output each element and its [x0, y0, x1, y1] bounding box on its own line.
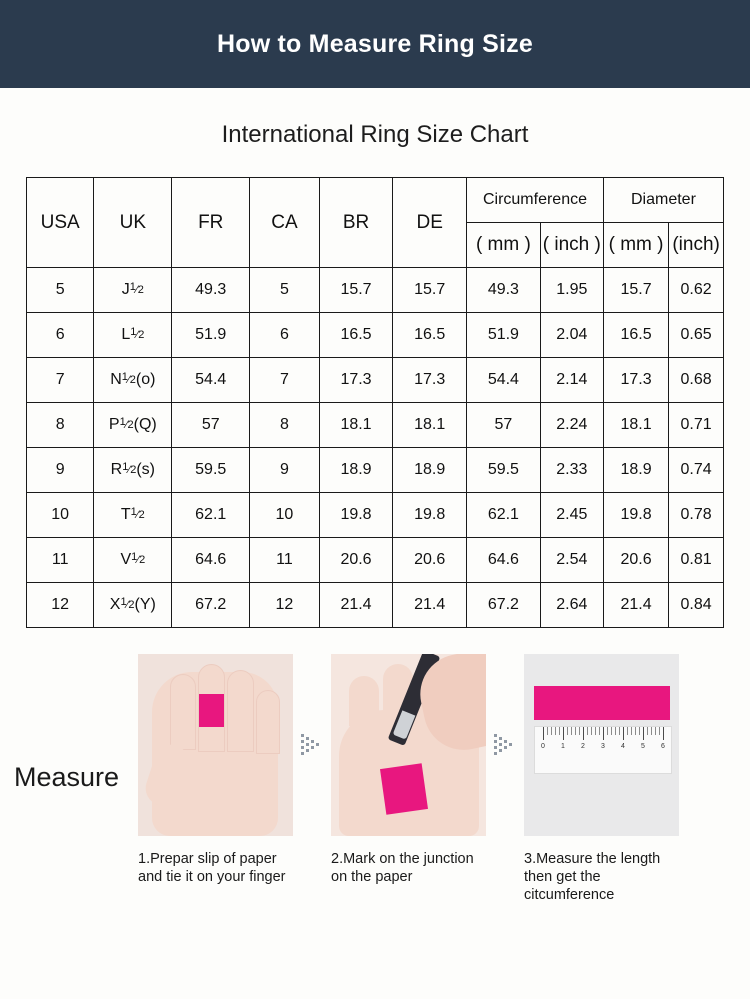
measure-steps: [138, 654, 679, 904]
measure-step-3-caption: 3.Measure the length then get the citcumference: [524, 851, 661, 904]
cell-br: 17.3: [319, 358, 393, 403]
cell-diameter-mm: 18.1: [603, 403, 668, 448]
cell-fr: 64.6: [172, 538, 250, 583]
cell-uk: [94, 538, 172, 583]
cell-diameter-inch: 0.84: [669, 583, 724, 628]
cell-uk-letter: N: [110, 371, 122, 388]
unit-circumference-mm: ( mm ): [467, 223, 541, 268]
cell-circumference-inch: 2.24: [540, 403, 603, 448]
marking-paper-with-pen-photo: [331, 654, 486, 836]
table-header-row: [27, 178, 724, 223]
cell-fr: 59.5: [172, 448, 250, 493]
cell-ca: 9: [250, 448, 319, 493]
cell-diameter-inch: 0.71: [669, 403, 724, 448]
cell-uk-suffix: (Q): [133, 416, 157, 433]
cell-fr: 49.3: [172, 268, 250, 313]
cell-de: 16.5: [393, 313, 467, 358]
cell-br: 16.5: [319, 313, 393, 358]
paper-strip-shape: [380, 763, 428, 814]
unit-diameter-inch: (inch): [669, 223, 724, 268]
column-header-uk: UK: [94, 178, 172, 268]
cell-diameter-inch: 0.68: [669, 358, 724, 403]
measure-step-3: [524, 654, 679, 904]
cell-usa: 10: [27, 493, 94, 538]
cell-circumference-inch: 1.95: [540, 268, 603, 313]
cell-diameter-inch: 0.74: [669, 448, 724, 493]
column-header-usa: USA: [27, 178, 94, 268]
measure-step-2-caption: 2.Mark on the junction on the paper: [331, 851, 474, 886]
fraction-half: $^1$⁄2: [129, 281, 144, 296]
cell-circumference-inch: 2.33: [540, 448, 603, 493]
paper-strip-shape: [534, 686, 670, 720]
cell-br: 21.4: [319, 583, 393, 628]
cell-uk-suffix: (s): [136, 461, 155, 478]
cell-circumference-mm: 57: [467, 403, 541, 448]
cell-usa: 9: [27, 448, 94, 493]
measure-section: [0, 654, 750, 954]
ruler-number: 0: [541, 743, 545, 750]
cell-circumference-inch: 2.45: [540, 493, 603, 538]
cell-circumference-inch: 2.54: [540, 538, 603, 583]
cell-de: 15.7: [393, 268, 467, 313]
cell-uk-letter: P: [108, 416, 120, 433]
ruler-number: 2: [581, 743, 585, 750]
cell-uk: [94, 493, 172, 538]
arrow-right-icon: [486, 654, 524, 836]
cell-usa: 6: [27, 313, 94, 358]
ruler-number: 1: [561, 743, 565, 750]
table-row: [27, 493, 724, 538]
cell-de: 17.3: [393, 358, 467, 403]
column-header-de: DE: [393, 178, 467, 268]
cell-circumference-mm: 62.1: [467, 493, 541, 538]
unit-diameter-mm: ( mm ): [603, 223, 668, 268]
ring-size-table: [26, 177, 724, 628]
cell-diameter-mm: 21.4: [603, 583, 668, 628]
measure-step-1-caption: 1.Prepar slip of paper and tie it on your finger: [138, 851, 286, 886]
cell-br: 19.8: [319, 493, 393, 538]
table-row: [27, 403, 724, 448]
cell-uk-letter: X: [109, 596, 121, 613]
table-row: [27, 583, 724, 628]
cell-uk: [94, 313, 172, 358]
table-row: [27, 313, 724, 358]
measure-step-2: [331, 654, 486, 886]
table-row: [27, 358, 724, 403]
cell-uk: [94, 403, 172, 448]
column-header-br: BR: [319, 178, 393, 268]
cell-usa: 8: [27, 403, 94, 448]
chart-title: International Ring Size Chart: [221, 121, 529, 148]
column-header-ca: CA: [250, 178, 319, 268]
cell-circumference-mm: 59.5: [467, 448, 541, 493]
fraction-half: $^1$⁄2: [121, 371, 136, 386]
ruler-number: 4: [621, 743, 625, 750]
cell-circumference-inch: 2.04: [540, 313, 603, 358]
fraction-half: $^1$⁄2: [130, 506, 145, 521]
column-header-fr: FR: [172, 178, 250, 268]
cell-de: 19.8: [393, 493, 467, 538]
paper-strip-shape: [199, 694, 224, 727]
cell-uk-suffix: (Y): [134, 596, 156, 613]
cell-br: 18.9: [319, 448, 393, 493]
cell-uk-suffix: (o): [135, 371, 156, 388]
cell-uk-letter: V: [120, 551, 132, 568]
cell-de: 18.1: [393, 403, 467, 448]
cell-circumference-mm: 51.9: [467, 313, 541, 358]
cell-diameter-mm: 19.8: [603, 493, 668, 538]
cell-circumference-mm: 64.6: [467, 538, 541, 583]
cell-ca: 8: [250, 403, 319, 448]
ruler-shape: [534, 726, 672, 774]
cell-fr: 57: [172, 403, 250, 448]
fraction-half: $^1$⁄2: [119, 416, 134, 431]
cell-circumference-mm: 67.2: [467, 583, 541, 628]
cell-de: 20.6: [393, 538, 467, 583]
cell-ca: 5: [250, 268, 319, 313]
unit-circumference-inch: ( inch ): [540, 223, 603, 268]
size-chart-container: [26, 177, 724, 628]
measure-section-label: Measure: [14, 762, 120, 792]
cell-br: 18.1: [319, 403, 393, 448]
cell-uk: [94, 268, 172, 313]
cell-ca: 7: [250, 358, 319, 403]
cell-fr: 62.1: [172, 493, 250, 538]
cell-fr: 67.2: [172, 583, 250, 628]
cell-usa: 7: [27, 358, 94, 403]
cell-ca: 11: [250, 538, 319, 583]
ruler-measuring-strip-photo: [524, 654, 679, 836]
cell-fr: 51.9: [172, 313, 250, 358]
cell-fr: 54.4: [172, 358, 250, 403]
cell-br: 20.6: [319, 538, 393, 583]
fraction-half: $^1$⁄2: [130, 326, 145, 341]
page-header: [0, 0, 750, 88]
cell-ca: 10: [250, 493, 319, 538]
cell-usa: 11: [27, 538, 94, 583]
column-header-diameter: Diameter: [603, 178, 723, 223]
cell-uk: [94, 448, 172, 493]
cell-uk-letter: J: [121, 281, 130, 298]
cell-usa: 5: [27, 268, 94, 313]
cell-diameter-mm: 17.3: [603, 358, 668, 403]
cell-diameter-mm: 20.6: [603, 538, 668, 583]
cell-diameter-mm: 18.9: [603, 448, 668, 493]
table-row: [27, 268, 724, 313]
cell-circumference-inch: 2.64: [540, 583, 603, 628]
cell-usa: 12: [27, 583, 94, 628]
cell-diameter-inch: 0.78: [669, 493, 724, 538]
fraction-half: $^1$⁄2: [120, 596, 135, 611]
cell-diameter-inch: 0.65: [669, 313, 724, 358]
measure-step-1: [138, 654, 293, 886]
cell-de: 21.4: [393, 583, 467, 628]
cell-circumference-inch: 2.14: [540, 358, 603, 403]
fraction-half: $^1$⁄2: [122, 461, 137, 476]
page-title: How to Measure Ring Size: [217, 29, 533, 58]
cell-ca: 12: [250, 583, 319, 628]
cell-uk: [94, 583, 172, 628]
hand-with-paper-strip-photo: [138, 654, 293, 836]
fraction-half: $^1$⁄2: [131, 551, 146, 566]
cell-diameter-inch: 0.81: [669, 538, 724, 583]
cell-uk: [94, 358, 172, 403]
cell-diameter-mm: 15.7: [603, 268, 668, 313]
cell-uk-letter: T: [120, 506, 131, 523]
ruler-number: 6: [661, 743, 665, 750]
ruler-number: 5: [641, 743, 645, 750]
cell-br: 15.7: [319, 268, 393, 313]
cell-uk-letter: R: [110, 461, 123, 478]
cell-ca: 6: [250, 313, 319, 358]
cell-diameter-inch: 0.62: [669, 268, 724, 313]
table-row: [27, 448, 724, 493]
arrow-right-icon: [293, 654, 331, 836]
cell-de: 18.9: [393, 448, 467, 493]
table-row: [27, 538, 724, 583]
cell-circumference-mm: 54.4: [467, 358, 541, 403]
cell-circumference-mm: 49.3: [467, 268, 541, 313]
ruler-number: 3: [601, 743, 605, 750]
column-header-circumference: Circumference: [467, 178, 604, 223]
cell-uk-letter: L: [121, 326, 131, 343]
cell-diameter-mm: 16.5: [603, 313, 668, 358]
